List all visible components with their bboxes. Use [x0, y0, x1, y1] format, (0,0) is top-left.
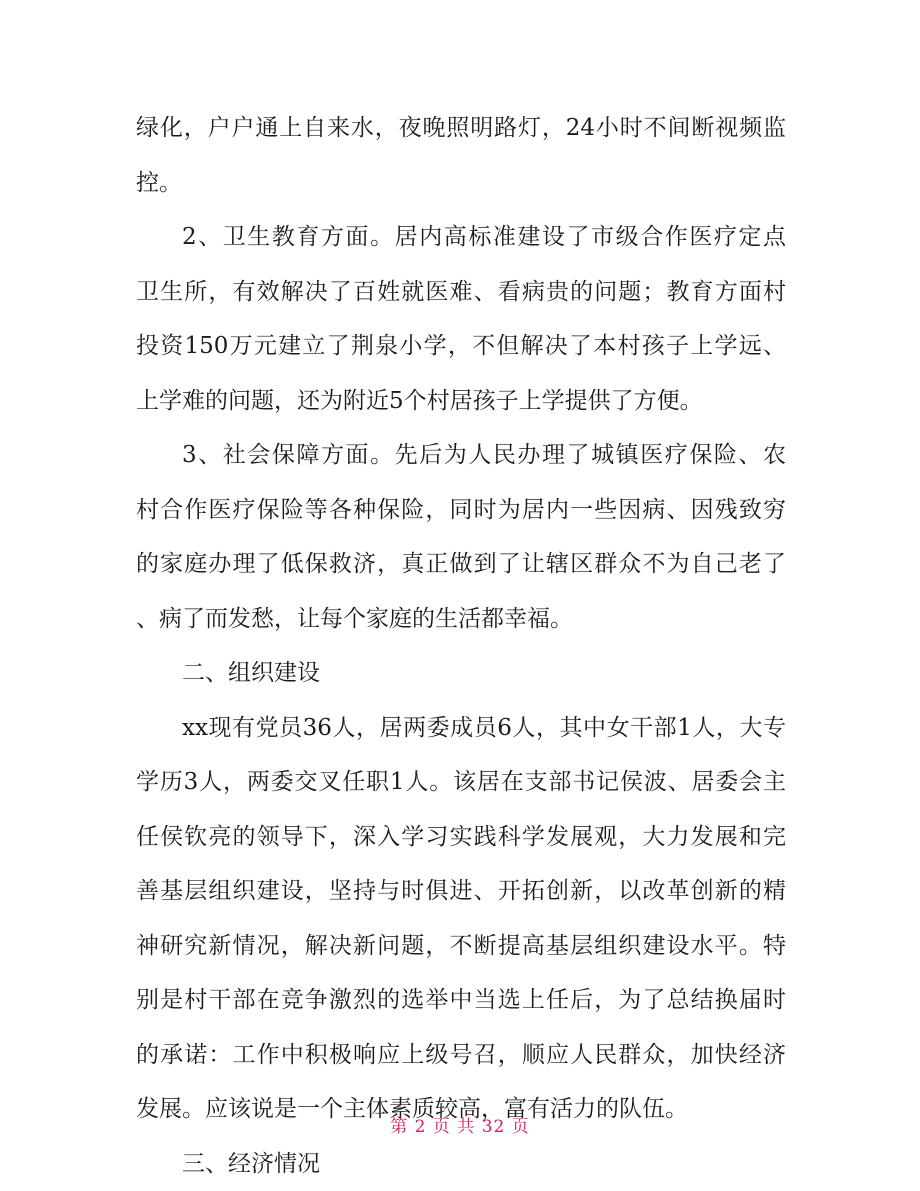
text-line: 善基层组织建设，坚持与时俱进、开拓创新，以改革创新的精: [136, 878, 786, 904]
text-line: 绿化，户户通上自来水，夜晚照明路灯，24小时不间断视频监: [136, 115, 786, 141]
text-line: 卫生所，有效解决了百姓就医难、看病贵的问题；教育方面村: [136, 278, 786, 305]
text-line: 的承诺：工作中积极响应上级号召，顺应人民群众，加快经济: [136, 1041, 786, 1068]
text-line: 3、社会保障方面。先后为人民办理了城镇医疗保险、农: [182, 442, 786, 468]
section-heading: 二、组织建设: [182, 660, 320, 686]
text-line: 投资150万元建立了荆泉小学，不但解决了本村孩子上学远、: [136, 333, 786, 359]
text-line: 村合作医疗保险等各种保险，同时为居内一些因病、因残致穷: [136, 496, 786, 523]
text-line: 发展。应该说是一个主体素质较高，富有活力的队伍。: [136, 1096, 688, 1122]
text-line: 、病了而发愁，让每个家庭的生活都幸福。: [136, 605, 573, 632]
text-line: 的家庭办理了低保救济，真正做到了让辖区群众不为自己老了: [136, 551, 786, 577]
text-line: 学历3人，两委交叉任职1人。该居在支部书记侯波、居委会主: [136, 769, 786, 795]
document-body: [136, 101, 786, 1191]
text-line: 上学难的问题，还为附近5个村居孩子上学提供了方便。: [136, 387, 703, 414]
page-number-footer: 第 2 页 共 32 页: [390, 1117, 530, 1137]
text-line: 控。: [136, 169, 182, 196]
text-line: xx现有党员36人，居两委成员6人，其中女干部1人，大专: [182, 714, 786, 741]
text-line: 神研究新情况，解决新问题，不断提高基层组织建设水平。特: [136, 932, 786, 959]
text-line: 2、卫生教育方面。居内高标准建设了市级合作医疗定点: [182, 224, 786, 250]
section-heading: 三、经济情况: [182, 1150, 320, 1177]
text-line: 别是村干部在竞争激烈的选举中当选上任后，为了总结换届时: [136, 987, 786, 1013]
text-line: 任侯钦亮的领导下，深入学习实践科学发展观，大力发展和完: [136, 823, 786, 850]
